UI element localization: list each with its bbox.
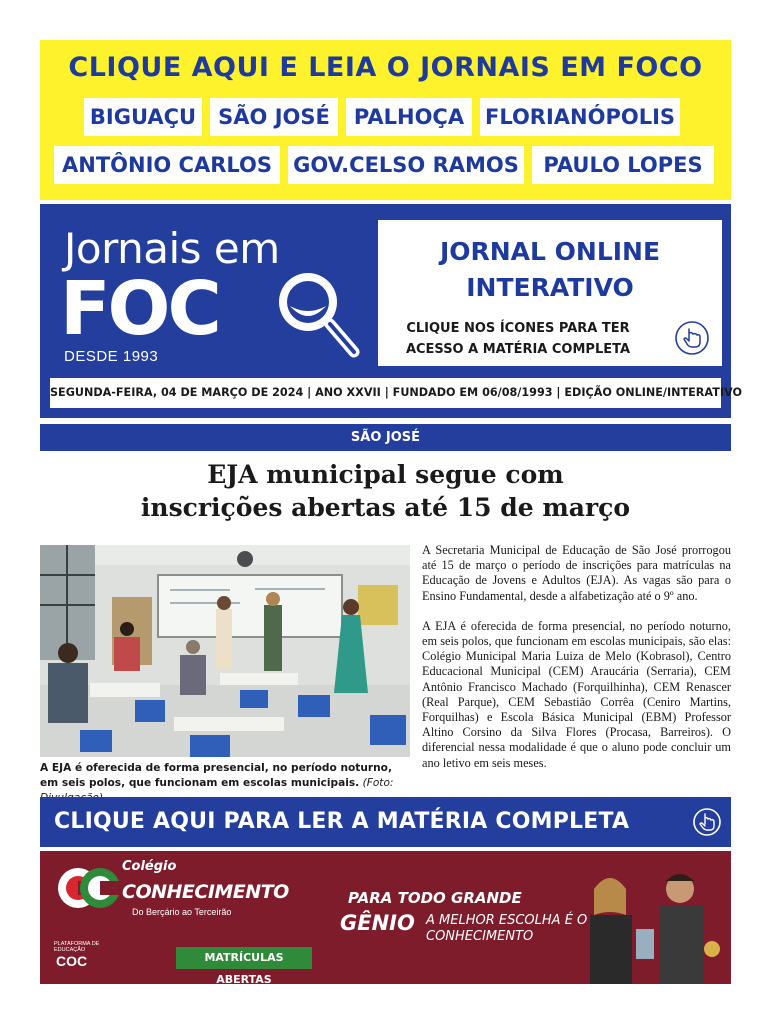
classroom-photo-illustration [40,545,410,757]
headline-line1: EJA municipal segue com [207,460,564,489]
dateline: SEGUNDA-FEIRA, 04 DE MARÇO DE 2024 | ANO XXVII | FUNDADO EM 06/08/1993 | EDIÇÃO ONLINE/INTERATIVO [50,378,721,408]
online-edition-box [378,220,722,366]
read-full-article-button[interactable] [40,797,731,847]
caption-text: A EJA é oferecida de forma presencial, no período noturno, em seis polos, que funcionam em escolas municipais. [40,762,392,789]
platform-label: PLATAFORMA DE EDUCAÇÃO [54,941,100,953]
online-edition-title [378,234,722,306]
online-edition-instructions [388,318,648,360]
magnifier-logo-icon [272,266,362,366]
caption-credit: (Foto: [362,777,394,789]
school-name-line1: Colégio [122,859,177,874]
online-sub-line2: ACESSO A MATÉRIA COMPLETA [405,342,631,357]
pointing-hand-icon[interactable] [692,807,722,837]
school-name-line2: CONHECIMENTO [122,881,289,903]
headline-line2: inscrições abertas até 15 de março [140,493,631,522]
ad-slogan-line3b: CONHECIMENTO [426,929,534,944]
online-title-line1: JORNAL ONLINE [439,237,661,266]
article-paragraph-2: A EJA é oferecida de forma presencial, no período noturno, em seis polos, que funcionam em escolas municipais, são elas: Colégio Municipal Maria Luiza de Melo (Kobrasol), Centro Educacional Municipal (CEM) Araucária (Serraria), CEM Antônio Francisco Machado (Forquilhinha), CEM Renascer (Real Parque), CEM Sebastião Corrêa (Ceniro Martins, Forquilhas) e Escola Básica Municipal (EBM) Professor Altino Corsino da Silva Flores (Procasa, Barreiros). O diferencial nessa modalidade é que o aluno pode concluir um ano letivo em seis meses. [422,618,731,770]
ad-slogan-line1: PARA TODO GRANDE [348,889,522,907]
school-tagline: Do Berçário ao Terceirão [132,907,232,917]
city-link-florianopolis[interactable]: FLORIANÓPOLIS [480,98,680,136]
section-label: SÃO JOSÉ [40,424,731,451]
pointing-hand-icon [674,320,710,356]
city-link-paulo-lopes[interactable]: PAULO LOPES [532,146,714,184]
article-body [422,543,731,786]
article-headline [40,458,731,524]
logo-text-top: Jornais em [64,224,280,273]
city-link-biguacu[interactable]: BIGUAÇU [84,98,202,136]
banner-title[interactable]: CLIQUE AQUI E LEIA O JORNAIS EM FOCO [68,52,703,83]
ad-slogan-genius: GÊNIO [340,911,415,935]
article-paragraph-1: A Secretaria Municipal de Educação de São José prorrogou até 15 de março o período de inscrições para matrículas na Educação de Jovens e Adultos (EJA). As vagas são para o Ensino Fundamental, desde a alfabetização até o 9º ano. [422,543,731,603]
school-advertisement[interactable] [40,851,731,984]
top-banner[interactable] [40,40,731,200]
masthead [40,204,742,418]
ad-slogan-line3 [426,913,587,945]
online-sub-line1: CLIQUE NOS ÍCONES PARA TER [406,321,630,336]
city-link-sao-jose[interactable]: SÃO JOSÉ [210,98,338,136]
ad-slogan-line3a: A MELHOR ESCOLHA É O [426,913,588,928]
enrollment-open-button[interactable]: MATRÍCULAS ABERTAS [176,947,312,969]
online-title-line2: INTERATIVO [466,273,634,302]
school-logo-icon [56,861,122,915]
article-photo [40,545,410,757]
logo-since: DESDE 1993 [64,348,159,365]
students-illustration [570,859,730,984]
logo-text-main: FOC [60,266,219,352]
read-full-article-label[interactable]: CLIQUE AQUI PARA LER A MATÉRIA COMPLETA [54,809,630,834]
city-link-gov-celso-ramos[interactable]: GOV.CELSO RAMOS [288,146,524,184]
coc-logo: COC [56,953,88,969]
city-link-palhoca[interactable]: PALHOÇA [346,98,472,136]
city-link-antonio-carlos[interactable]: ANTÔNIO CARLOS [54,146,280,184]
